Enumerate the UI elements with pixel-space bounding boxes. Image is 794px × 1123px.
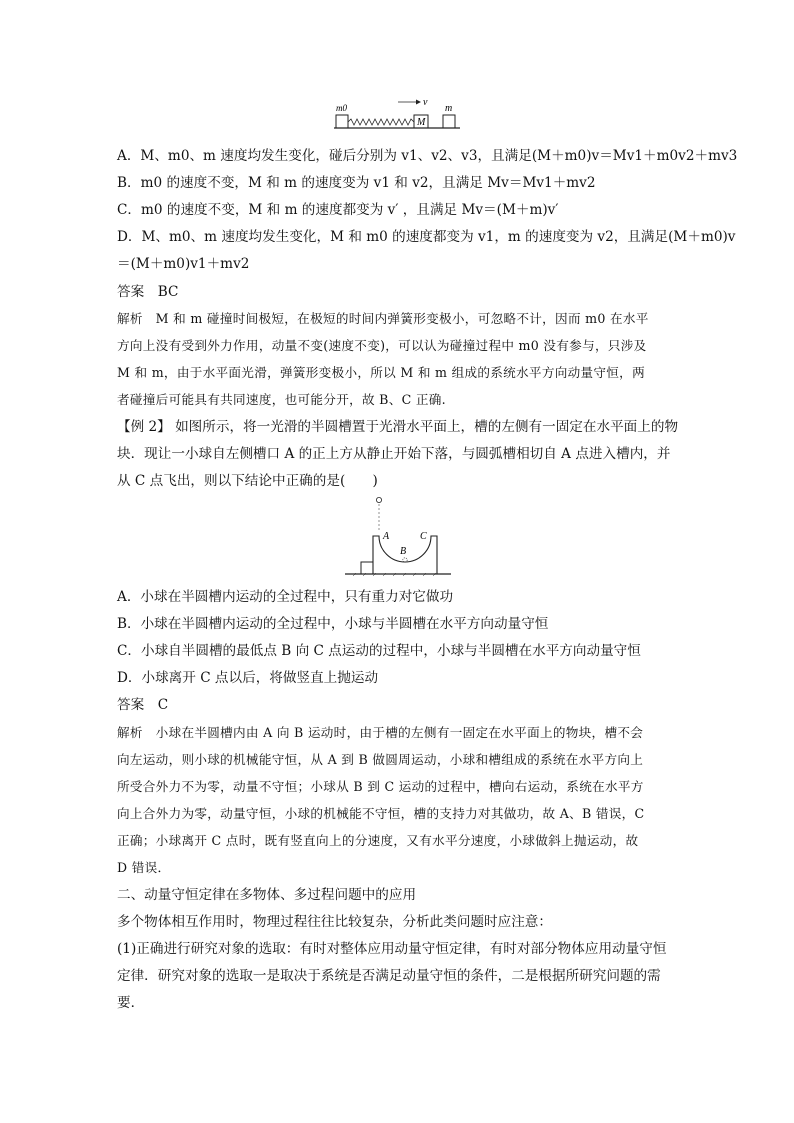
example2-line: 从 C 点飞出，则以下结论中正确的是( ) [117,473,378,489]
label-B: B [400,546,407,557]
q1-analysis-line: 解析 M 和 m 碰撞时间极短，在极短的时间内弹簧形变极小，可忽略不计，因而 m0 在水平 [117,311,649,326]
ball [376,497,381,502]
q1-option-b: B．m0 的速度不变，M 和 m 的速度变为 v1 和 v2，且满足 Mv＝Mv1＋mv2 [117,175,596,191]
q2-analysis-line: 向左运动，则小球的机械能守恒，从 A 到 B 做圆周运动，小球和槽组成的系统在水平方向上 [117,752,644,767]
q1-analysis-line: 方向上没有受到外力作用，动量不变(速度不变)，可以认为碰撞过程中 m0 没有参与，只涉及 [117,338,647,353]
q1-answer: 答案 BC [117,284,179,300]
q2-option-a: A．小球在半圆槽内运动的全过程中，只有重力对它做功 [117,589,454,605]
section2-point1-line: (1)正确进行研究对象的选取：有时对整体应用动量守恒定律，有时对部分物体应用动量守恒 [117,941,667,957]
label-M: M [417,117,426,128]
block-m0 [336,115,348,128]
q1-option-c: C．m0 的速度不变，M 和 m 的速度都变为 v′ ，且满足 Mv＝(M＋m)v′ [117,202,559,218]
label-v: v [423,97,428,108]
halfpipe-figure [343,496,453,578]
label-C: C [420,531,427,542]
section2-heading: 二、动量守恒定律在多物体、多过程问题中的应用 [117,887,417,903]
block-m [443,115,455,128]
q2-analysis-line: D 错误． [117,860,171,875]
q2-option-b: B．小球在半圆槽内运动的全过程中，小球与半圆槽在水平方向动量守恒 [117,616,549,632]
velocity-arrow-head [416,100,421,105]
section2-intro: 多个物体相互作用时，物理过程往往比较复杂，分析此类问题时应注意： [117,914,552,930]
q1-option-d-cont: ＝(M＋m0)v1＋mv2 [117,256,250,272]
q2-analysis-line: 向上合外力为零，动量守恒，小球的机械能不守恒，槽的支持力对其做功，故 A、B 错误，C [117,806,645,821]
section2-point1-line: 要． [117,995,145,1011]
q1-analysis-line: M 和 m，由于水平面光滑，弹簧形变极小，所以 M 和 m 组成的系统水平方向动量守恒，两 [117,365,645,380]
q2-answer: 答案 C [117,697,169,713]
q1-option-a: A．M、m0、m 速度均发生变化，碰后分别为 v1、v2、v3，且满足(M＋m0)v＝Mv1＋m0v2＋mv3 [117,148,738,164]
label-A: A [383,531,390,542]
q2-option-d: D．小球离开 C 点以后，将做竖直上抛运动 [117,670,379,686]
q1-analysis-line: 者碰撞后可能具有共同速度，也可能分开，故 B、C 正确. [117,392,446,407]
q2-analysis-line: 解析 小球在半圆槽内由 A 向 B 运动时，由于槽的左侧有一固定在水平面上的物块，槽不会 [117,725,644,740]
example2-line: 【例 2】 如图所示，将一光滑的半圆槽置于光滑水平面上，槽的左侧有一固定在水平面上的物 [117,419,679,435]
section2-point1-line: 定律．研究对象的选取一是取决于系统是否满足动量守恒的条件，二是根据所研究问题的需 [117,968,661,984]
example2-line: 块．现让一小球自左侧槽口 A 的正上方从静止开始下落，与圆弧槽相切自 A 点进入槽内，并 [117,446,671,462]
q2-analysis-line: 所受合外力不为零，动量不守恒；小球从 B 到 C 运动的过程中，槽向右运动，系统在水平方 [117,779,644,794]
label-m: m [445,103,453,114]
spring-block-figure [330,94,465,134]
fixed-block [361,562,373,574]
label-m0: m0 [336,103,347,113]
q2-analysis-line: 正确；小球离开 C 点时，既有竖直向上的分速度，又有水平分速度，小球做斜上抛运动，故 [117,833,639,848]
spring [348,119,414,125]
q1-option-d: D．M、m0、m 速度均发生变化，M 和 m0 的速度都变为 v1，m 的速度变为 v2，且满足(M＋m0)v [117,229,736,245]
q2-option-c: C．小球自半圆槽的最低点 B 向 C 点运动的过程中，小球与半圆槽在水平方向动量守恒 [117,643,641,659]
